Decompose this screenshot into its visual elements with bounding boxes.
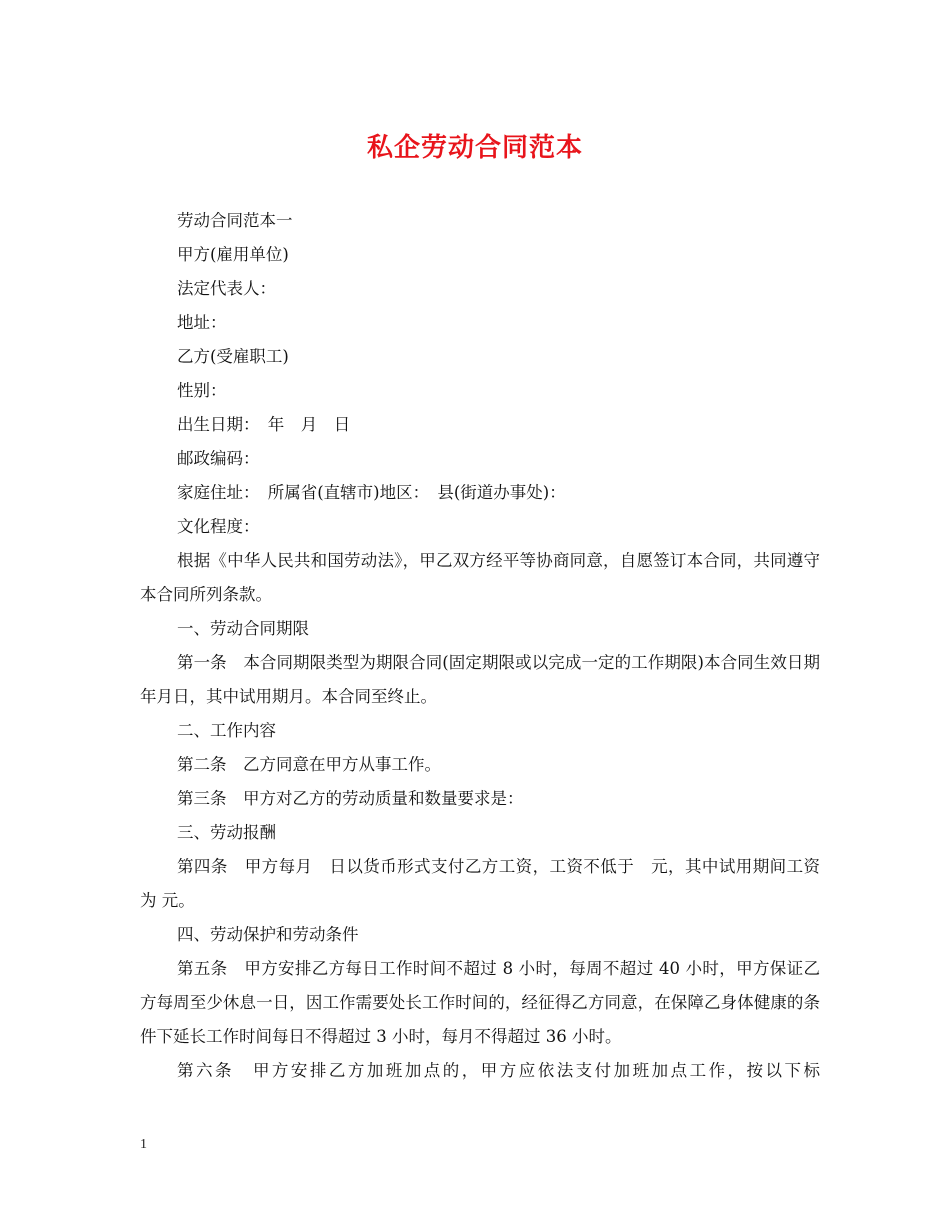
paragraph-party-a: 甲方(雇用单位) <box>177 245 289 264</box>
heading-labor-protection: 四、劳动保护和劳动条件 <box>177 925 359 944</box>
article-3: 第三条 甲方对乙方的劳动质量和数量要求是： <box>177 789 524 808</box>
page-number: 1 <box>140 1137 147 1152</box>
article-1: 第一条 本合同期限类型为期限合同(固定期限或以完成一定的工作期限)本合同生效日期年月日，其中试用期月。本合同至终止。 <box>140 653 820 706</box>
article-6: 第六条 甲方安排乙方加班加点的，甲方应依法支付加班加点工作，按以下标 <box>177 1061 820 1080</box>
heading-work-content: 二、工作内容 <box>177 721 276 740</box>
paragraph-party-b: 乙方(受雇职工) <box>177 347 289 366</box>
heading-remuneration: 三、劳动报酬 <box>177 823 276 842</box>
paragraph-gender: 性别： <box>177 381 227 400</box>
document-body <box>140 204 820 1088</box>
paragraph-address: 地址： <box>177 313 227 332</box>
article-5: 第五条 甲方安排乙方每日工作时间不超过 8 小时，每周不超过 40 小时，甲方保证乙方每周至少休息一日，因工作需要处长工作时间的，经征得乙方同意，在保障乙身体健康的条件下延长工作时间每日不得超过 3 小时，每月不得超过 36 小时。 <box>140 959 820 1046</box>
document-title: 私企劳动合同范本 <box>366 133 583 163</box>
article-2: 第二条 乙方同意在甲方从事工作。 <box>177 755 441 774</box>
paragraph-home-address: 家庭住址： 所属省(直辖市)地区： 县(街道办事处)： <box>177 483 566 502</box>
heading-contract-term: 一、劳动合同期限 <box>177 619 309 638</box>
paragraph-postal-code: 邮政编码： <box>177 449 260 468</box>
article-4: 第四条 甲方每月 日以货币形式支付乙方工资，工资不低于 元，其中试用期间工资为 元。 <box>140 857 820 910</box>
paragraph-preamble: 根据《中华人民共和国劳动法》，甲乙双方经平等协商同意，自愿签订本合同，共同遵守本合同所列条款。 <box>140 551 820 604</box>
paragraph-birth-date: 出生日期： 年 月 日 <box>177 415 351 434</box>
paragraph-legal-rep: 法定代表人： <box>177 279 276 298</box>
paragraph-education: 文化程度： <box>177 517 260 536</box>
paragraph-section-heading: 劳动合同范本一 <box>177 211 293 230</box>
